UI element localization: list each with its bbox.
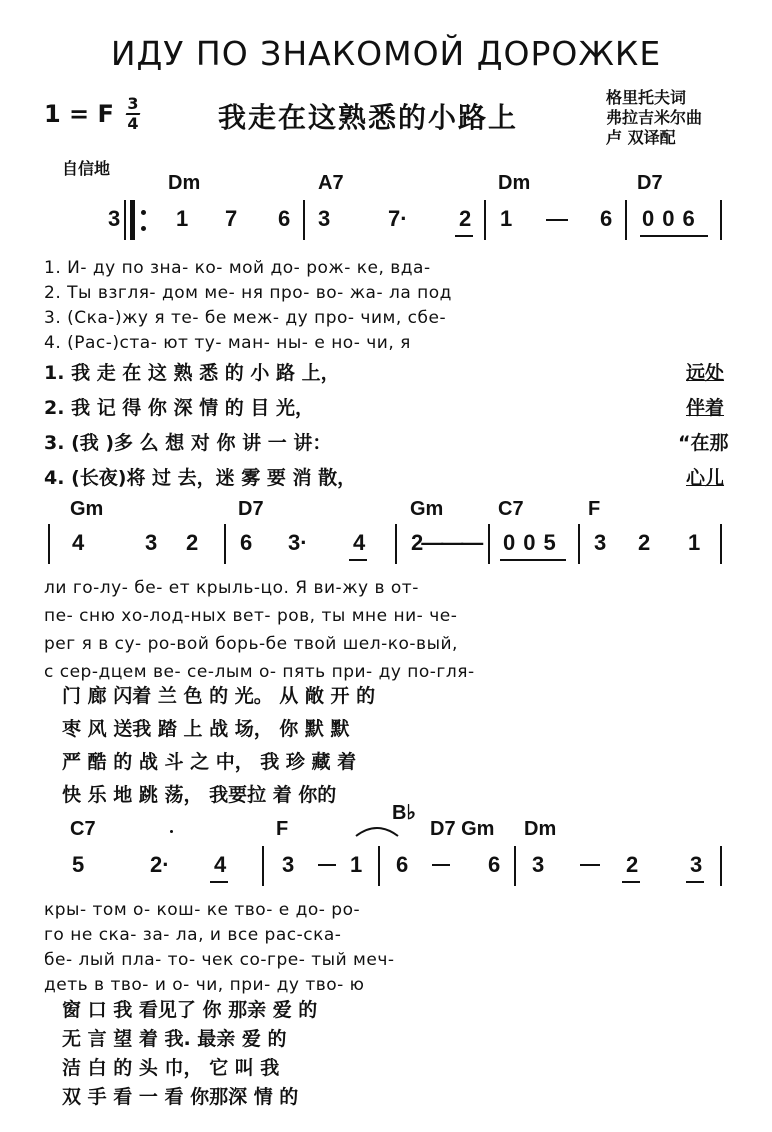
lyric-tail-3: “在那 xyxy=(678,432,729,454)
lyric-line: 3. (Ска-)жу я те- бе меж- ду про- чим, сбе- xyxy=(44,308,447,328)
lyric-line: кры- том о- кош- ке тво- е до- ро- xyxy=(44,900,361,920)
key-signature: 1 = F xyxy=(44,100,114,128)
chord: C7 xyxy=(498,498,524,520)
note: 6 xyxy=(600,206,613,231)
chord: Dm xyxy=(168,172,201,194)
chord: A7 xyxy=(318,172,344,194)
lyric-line: 无 言 望 着 我. 最亲 爱 的 xyxy=(62,1028,287,1050)
lyrics-chinese xyxy=(62,996,317,1112)
lyric-line: 洁 白 的 头 巾， 它 叫 我 xyxy=(62,1057,280,1079)
note: 005 xyxy=(503,530,564,555)
chord: D7 xyxy=(238,498,264,520)
lyric-line: 门 廊 闪着 兰 色 的 光。 从 敞 开 的 xyxy=(62,685,376,707)
chord: F xyxy=(588,498,601,520)
note: 7 xyxy=(225,206,238,231)
lyric-line: 2. Ты взгля- дом ме- ня про- во- жа- ла под xyxy=(44,283,452,303)
lyric-line: (我 )多 么 想 对 你 讲 一 讲： xyxy=(71,432,332,454)
chord: Gm xyxy=(70,498,104,520)
note: 2 xyxy=(638,530,651,555)
lyric-tail-1: 远处 xyxy=(686,362,725,384)
note: 3 xyxy=(108,206,121,231)
note: 2 xyxy=(186,530,199,555)
note: 1 xyxy=(350,852,363,877)
chord: B♭ xyxy=(392,802,416,824)
chord: D7 Gm xyxy=(430,818,495,840)
chord: D7 xyxy=(637,172,663,194)
lyric-line: 枣 风 送我 踏 上 战 场， 你 默 默 xyxy=(62,718,350,740)
chord: Dm xyxy=(498,172,531,194)
lyric-line: 严 酷 的 战 斗 之 中， 我 珍 藏 着 xyxy=(62,751,357,773)
lyric-line: 我 记 得 你 深 情 的 目 光， xyxy=(71,397,314,419)
note: 3 xyxy=(318,206,331,231)
tie-arc xyxy=(354,822,400,838)
credit-translation: 卢 双译配 xyxy=(606,128,676,147)
note: 1 xyxy=(176,206,189,231)
meter-bottom: 4 xyxy=(127,114,139,133)
note: 006 xyxy=(642,206,703,231)
verse-number: 2. xyxy=(44,397,65,419)
note: 1 xyxy=(688,530,701,555)
lyric-line: го не ска- за- ла, и все рас-ска- xyxy=(44,925,342,945)
time-signature xyxy=(126,96,140,132)
chord: C7 xyxy=(70,818,96,840)
note: 2 xyxy=(626,852,639,877)
note: 5 xyxy=(72,852,85,877)
lyric-tail-lower xyxy=(678,426,729,496)
note: 1 xyxy=(500,206,513,231)
note: 6 xyxy=(488,852,501,877)
verse-number: 4. xyxy=(44,467,65,489)
lyrics-russian xyxy=(44,256,452,356)
lyric-line: рег я в су- ро-вой борь-бе твой шел-ко-вый, xyxy=(44,634,458,654)
note: 3· xyxy=(288,530,308,555)
note: 3 xyxy=(690,852,703,877)
note: 4 xyxy=(353,530,366,555)
lyrics-chinese xyxy=(62,680,375,812)
lyric-line: с сер-дцем ве- се-лым о- пять при- ду по-гля- xyxy=(44,662,475,682)
chord: Dm xyxy=(524,818,557,840)
note: 7· xyxy=(388,206,408,231)
lyric-line: 快 乐 地 跳 荡， 我要拉 着 你的 xyxy=(62,784,337,806)
note: 6 xyxy=(396,852,409,877)
lyric-line: 1. И- ду по зна- ко- мой до- рож- ке, вда- xyxy=(44,258,431,278)
note: 6 xyxy=(240,530,253,555)
note: 6 xyxy=(278,206,291,231)
note: 4 xyxy=(214,852,227,877)
lyric-tail-4: 心儿 xyxy=(686,467,725,489)
title-russian: ИДУ ПО ЗНАКОМОЙ ДОРОЖКЕ xyxy=(110,34,662,73)
lyrics-chinese xyxy=(44,356,356,496)
lyric-line: бе- лый пла- то- чек со-гре- тый меч- xyxy=(44,950,395,970)
lyric-line: ли го-лу- бе- ет крыль-цо. Я ви-жу в от- xyxy=(44,578,419,598)
lyric-line: 窗 口 我 看见了 你 那亲 爱 的 xyxy=(62,999,318,1021)
credit-music: 弗拉吉米尔曲 xyxy=(606,108,703,127)
lyric-line: 4. (Рас-)ста- ют ту- ман- ны- е но- чи, я xyxy=(44,333,411,353)
chord: F xyxy=(276,818,289,840)
lyric-line: (长夜)将 过 去，迷 雾 要 消 散， xyxy=(71,467,357,489)
note: 3 xyxy=(282,852,295,877)
note: 3 xyxy=(145,530,158,555)
note: 4 xyxy=(72,530,85,555)
verse-number: 3. xyxy=(44,432,65,454)
lyric-line: 双 手 看 一 看 你那深 情 的 xyxy=(62,1086,299,1108)
lyrics-russian xyxy=(44,574,475,686)
credit-lyrics: 格里托夫词 xyxy=(606,88,687,107)
note: 3 xyxy=(594,530,607,555)
title-chinese: 我走在这熟悉的小路上 xyxy=(218,101,519,134)
note: 3 xyxy=(532,852,545,877)
tempo-marking: 自信地 xyxy=(62,159,111,178)
verse-number: 1. xyxy=(44,362,65,384)
lyric-line: деть в тво- и о- чи, при- ду тво- ю xyxy=(44,975,365,995)
chord: Gm xyxy=(410,498,444,520)
lyric-line: пе- сню хо-лод-ных вет- ров, ты мне ни- че- xyxy=(44,606,458,626)
meter-top: 3 xyxy=(127,94,139,113)
note: 2——— xyxy=(411,530,482,555)
lyric-line: 我 走 在 这 熟 悉 的 小 路 上， xyxy=(71,362,340,384)
note: 2· xyxy=(150,852,170,877)
note: 2 xyxy=(459,206,472,231)
credits xyxy=(606,88,702,148)
lyrics-russian xyxy=(44,898,395,998)
lyric-tail xyxy=(686,356,724,426)
lyric-tail-2: 伴着 xyxy=(686,397,725,419)
